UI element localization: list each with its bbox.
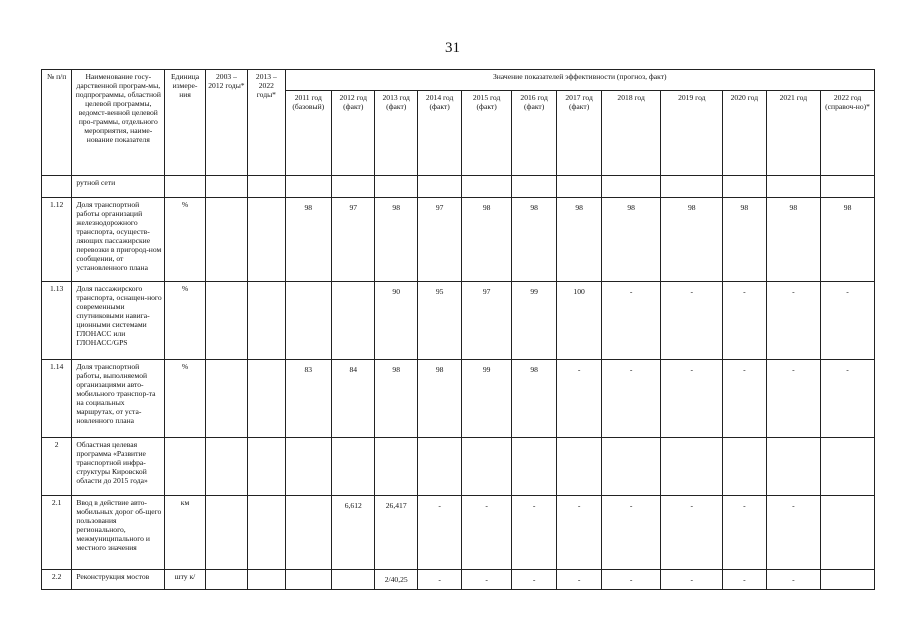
value-cell [417,176,461,198]
period-2013-2022 [248,438,285,496]
indicator-name: рутной сети [72,176,165,198]
value-cell: - [723,570,766,590]
table-row [42,176,875,198]
value-cell [766,438,821,496]
value-cell [661,438,723,496]
header-year: 2015 год (факт) [462,91,512,176]
value-cell: - [601,570,661,590]
row-number: 1.12 [42,198,72,282]
value-cell [601,176,661,198]
unit-cell: % [165,198,205,282]
page-number: 31 [445,40,460,56]
header-no: № п/п [42,70,72,176]
value-cell: - [661,570,723,590]
value-cell [332,438,375,496]
value-cell: - [417,496,461,570]
value-cell [557,176,601,198]
table-row [42,198,875,282]
value-cell: 99 [462,360,512,438]
value-cell: 6,612 [332,496,375,570]
value-cell [417,438,461,496]
value-cell [375,176,417,198]
value-cell: - [661,496,723,570]
header-2003-2012: 2003 – 2012 годы* [205,70,247,176]
value-cell [511,438,556,496]
indicator-name: Ввод в действие авто-мобильных дорог об-щего пользования регионального, межмуниципального и местного значения [72,496,165,570]
indicator-name: Доля транспортной работы организаций железнодорожного транспорта, осуществ-ляющих пассажирские перевозки в пригород-ном сообщении, от установленного плана [72,198,165,282]
value-cell: - [601,360,661,438]
header-year: 2012 год (факт) [332,91,375,176]
value-cell [557,438,601,496]
value-cell [511,176,556,198]
unit-cell: км [165,496,205,570]
value-cell: 26,417 [375,496,417,570]
unit-cell: % [165,282,205,360]
value-cell [462,438,512,496]
table-row [42,282,875,360]
header-year: 2013 год (факт) [375,91,417,176]
value-cell: - [766,360,821,438]
value-cell [766,176,821,198]
value-cell: - [511,570,556,590]
indicator-name: Областная целевая программа «Развитие транспортной инфра-структуры Кировской области до 2015 года» [72,438,165,496]
value-cell: 99 [511,282,556,360]
value-cell: 83 [285,360,331,438]
table-row [42,438,875,496]
header-unit: Единица измере-ния [165,70,205,176]
value-cell: - [557,360,601,438]
header-year: 2020 год [723,91,766,176]
value-cell: 98 [557,198,601,282]
value-cell: 98 [723,198,766,282]
value-cell: - [723,496,766,570]
value-cell: 90 [375,282,417,360]
value-cell: - [511,496,556,570]
period-2003-2012 [205,496,247,570]
value-cell [285,496,331,570]
value-cell [601,438,661,496]
value-cell: 97 [417,198,461,282]
value-cell: - [723,360,766,438]
period-2013-2022 [248,570,285,590]
value-cell [821,496,875,570]
value-cell: 95 [417,282,461,360]
period-2003-2012 [205,360,247,438]
period-2013-2022 [248,176,285,198]
header-year: 2019 год [661,91,723,176]
table-row [42,360,875,438]
value-cell [821,570,875,590]
value-cell: 98 [511,360,556,438]
value-cell: - [661,282,723,360]
header-year: 2016 год (факт) [511,91,556,176]
value-cell: 98 [417,360,461,438]
value-cell: - [557,570,601,590]
value-cell: 98 [375,198,417,282]
header-name: Наименование госу-дарственной програм-мы, подпрограммы, областной целевой программы, ведомст-венной целевой про-граммы, отдельного мероприятия, наиме-нование показателя [72,70,165,176]
value-cell [723,438,766,496]
value-cell: - [601,282,661,360]
value-cell: 100 [557,282,601,360]
value-cell: 98 [661,198,723,282]
value-cell [332,176,375,198]
value-cell: - [601,496,661,570]
value-cell: - [766,570,821,590]
value-cell: 84 [332,360,375,438]
header-year: 2022 год (справоч-но)* [821,91,875,176]
value-cell: - [766,496,821,570]
unit-cell [165,438,205,496]
value-cell: 98 [766,198,821,282]
value-cell: - [821,282,875,360]
unit-cell: шту к/ [165,570,205,590]
table-row [42,496,875,570]
value-cell [332,282,375,360]
value-cell: - [723,282,766,360]
header-year: 2014 год (факт) [417,91,461,176]
header-values-group: Значение показателей эффективности (прогноз, факт) [285,70,874,91]
value-cell: 98 [601,198,661,282]
row-number [42,176,72,198]
row-number: 2.2 [42,570,72,590]
indicator-name: Реконструкция мостов [72,570,165,590]
period-2013-2022 [248,282,285,360]
value-cell [285,438,331,496]
value-cell: - [557,496,601,570]
period-2003-2012 [205,282,247,360]
value-cell [723,176,766,198]
header-year: 2017 год (факт) [557,91,601,176]
value-cell [821,176,875,198]
header-year: 2018 год [601,91,661,176]
value-cell [375,438,417,496]
header-year: 2011 год (базовый) [285,91,331,176]
value-cell: - [417,570,461,590]
value-cell: 2/40,25 [375,570,417,590]
value-cell: 98 [462,198,512,282]
period-2003-2012 [205,198,247,282]
value-cell: 98 [285,198,331,282]
value-cell [285,282,331,360]
value-cell: 97 [462,282,512,360]
period-2013-2022 [248,360,285,438]
value-cell [285,176,331,198]
value-cell [821,438,875,496]
value-cell: 97 [332,198,375,282]
period-2003-2012 [205,176,247,198]
value-cell [661,176,723,198]
value-cell: 98 [375,360,417,438]
table-row [42,570,875,590]
indicator-name: Доля пассажирского транспорта, оснащен-ного современными спутниковыми навига-ционными системами ГЛОНАСС или ГЛОНАСС/GPS [72,282,165,360]
row-number: 1.14 [42,360,72,438]
period-2003-2012 [205,570,247,590]
table-body [42,176,875,590]
row-number: 1.13 [42,282,72,360]
row-number: 2 [42,438,72,496]
period-2003-2012 [205,438,247,496]
header-2013-2022: 2013 – 2022 годы* [248,70,285,176]
value-cell [462,176,512,198]
value-cell: - [661,360,723,438]
value-cell: - [462,496,512,570]
header-year: 2021 год [766,91,821,176]
indicators-table [41,69,875,590]
value-cell: - [821,360,875,438]
value-cell [332,570,375,590]
unit-cell: % [165,360,205,438]
indicator-name: Доля транспортной работы, выполняемой организациями авто-мобильного транспор-та на социальных маршрутах, от уста-новленного плана [72,360,165,438]
value-cell: 98 [511,198,556,282]
value-cell [285,570,331,590]
header-row [42,70,875,91]
value-cell: - [462,570,512,590]
row-number: 2.1 [42,496,72,570]
unit-cell [165,176,205,198]
period-2013-2022 [248,496,285,570]
value-cell: - [766,282,821,360]
value-cell: 98 [821,198,875,282]
period-2013-2022 [248,198,285,282]
